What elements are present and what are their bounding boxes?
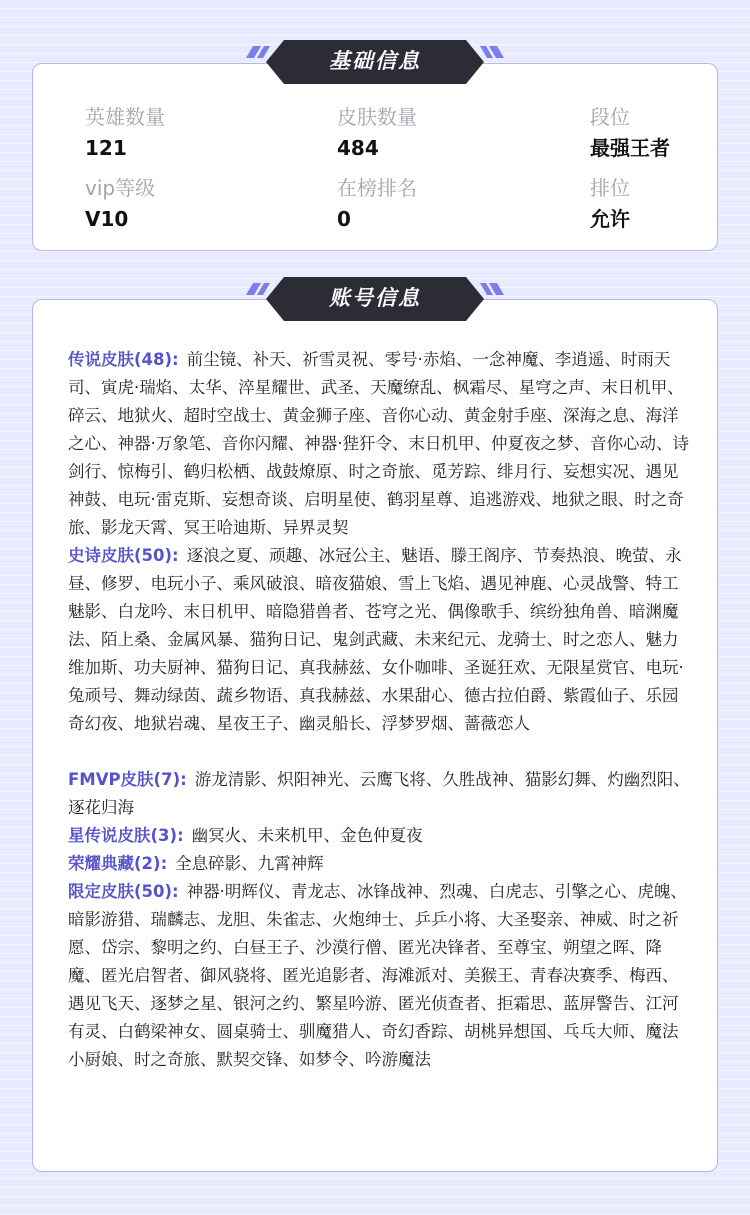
legend-skins-text: 前尘镜、补天、祈雪灵祝、零号·赤焰、一念神魔、李逍遥、时雨天司、寅虎·瑞焰、太华、淬星耀世、武圣、天魔缭乱、枫霜尽、星穹之声、末日机甲、碎云、地狱火、超时空战士、黄金狮子座、音你心动、黄金射手座、深海之息、海洋之心、神器·万象笔、音你闪耀、神器·狴犴令、末日机甲、仲夏夜之梦、音你心动、诗剑行、惊梅引、鹤归松栖、战鼓燎原、时之奇旅、觅芳踪、绯月行、妄想实况、遇见神鼓、电玩·雷克斯、妄想奇谈、启明星使、鹤羽星尊、追逃游戏、地狱之眼、时之奇旅、影龙天霄、冥王哈迪斯、异界灵契 bbox=[68, 350, 689, 537]
star-legend-skins-label: 星传说皮肤(3): bbox=[68, 826, 184, 845]
board-rank-value: 0 bbox=[337, 207, 351, 231]
hero-count-stat bbox=[85, 102, 165, 164]
account-info-title: 账号信息 bbox=[329, 286, 421, 310]
ranked-stat bbox=[590, 173, 630, 235]
limited-skins-label: 限定皮肤(50): bbox=[68, 882, 179, 901]
board-rank-label: 在榜排名 bbox=[337, 176, 417, 200]
rank-value: 最强王者 bbox=[590, 136, 670, 160]
skin-count-value: 484 bbox=[337, 136, 379, 160]
rank-stat bbox=[590, 102, 670, 164]
skin-list bbox=[68, 346, 694, 1074]
fmvp-skins-text: 游龙清影、炽阳神光、云鹰飞将、久胜战神、猫影幻舞、灼幽烈阳、逐花归海 bbox=[68, 770, 690, 817]
rank-label: 段位 bbox=[590, 105, 630, 129]
vip-level-stat bbox=[85, 173, 155, 235]
hero-count-label: 英雄数量 bbox=[85, 105, 165, 129]
glory-collection-label: 荣耀典藏(2): bbox=[68, 854, 168, 873]
epic-skins bbox=[68, 542, 694, 738]
epic-skins-text: 逐浪之夏、顽趣、冰冠公主、魅语、滕王阁序、节奏热浪、晚萤、永昼、修罗、电玩小子、乘风破浪、暗夜猫娘、雪上飞焰、遇见神鹿、心灵战警、特工魅影、白龙吟、末日机甲、暗隐猎兽者、苍穹之光、偶像歌手、缤纷独角兽、暗渊魔法、陌上桑、金属风暴、猫狗日记、鬼剑武藏、未来纪元、龙骑士、时之恋人、魅力维加斯、功夫厨神、猫狗日记、真我赫兹、女仆咖啡、圣诞狂欢、无限星赏官、电玩·兔顽号、舞动绿茵、蔬乡物语、真我赫兹、水果甜心、德古拉伯爵、紫霞仙子、乐园奇幻夜、地狱岩魂、星夜王子、幽灵船长、浮梦罗烟、蔷薇恋人 bbox=[68, 546, 684, 733]
ranked-value: 允许 bbox=[590, 207, 630, 231]
epic-skins-label: 史诗皮肤(50): bbox=[68, 546, 179, 565]
fmvp-skins bbox=[68, 766, 694, 822]
fmvp-skins-label: FMVP皮肤(7): bbox=[68, 770, 187, 789]
group-spacer bbox=[68, 738, 694, 766]
legend-skins-label: 传说皮肤(48): bbox=[68, 350, 179, 369]
glory-collection-skins bbox=[68, 850, 694, 878]
basic-info-title: 基础信息 bbox=[329, 49, 421, 73]
hero-count-value: 121 bbox=[85, 136, 127, 160]
board-rank-stat bbox=[337, 173, 417, 235]
account-info-header bbox=[245, 275, 505, 323]
vip-level-value: V10 bbox=[85, 207, 129, 231]
skin-count-stat bbox=[337, 102, 417, 164]
limited-skins bbox=[68, 878, 694, 1074]
star-legend-skins-text: 幽冥火、未来机甲、金色仲夏夜 bbox=[191, 826, 423, 845]
star-legend-skins bbox=[68, 822, 694, 850]
vip-level-label: vip等级 bbox=[85, 176, 156, 200]
skin-count-label: 皮肤数量 bbox=[337, 105, 417, 129]
basic-info-header bbox=[245, 38, 505, 86]
limited-skins-text: 神器·明辉仪、青龙志、冰锋战神、烈魂、白虎志、引擎之心、虎魄、暗影游猎、瑞麟志、龙胆、朱雀志、火炮绅士、乒乒小将、大圣娶亲、神威、时之祈愿、岱宗、黎明之约、白昼王子、沙漠行僧、匿光决锋者、至尊宝、朔望之晖、降魔、匿光启智者、御风骁将、匿光追影者、海滩派对、美猴王、青春决赛季、梅西、遇见飞天、逐梦之星、银河之约、繁星吟游、匿光侦查者、拒霜思、蓝屏警告、江河有灵、白鹤梁神女、圆桌骑士、驯魔猎人、奇幻香踪、胡桃异想国、乓乓大师、魔法小厨娘、时之奇旅、默契交锋、如梦令、吟游魔法 bbox=[68, 882, 687, 1069]
legend-skins bbox=[68, 346, 694, 542]
ranked-label: 排位 bbox=[590, 176, 630, 200]
glory-collection-text: 全息碎影、九霄神辉 bbox=[175, 854, 324, 873]
